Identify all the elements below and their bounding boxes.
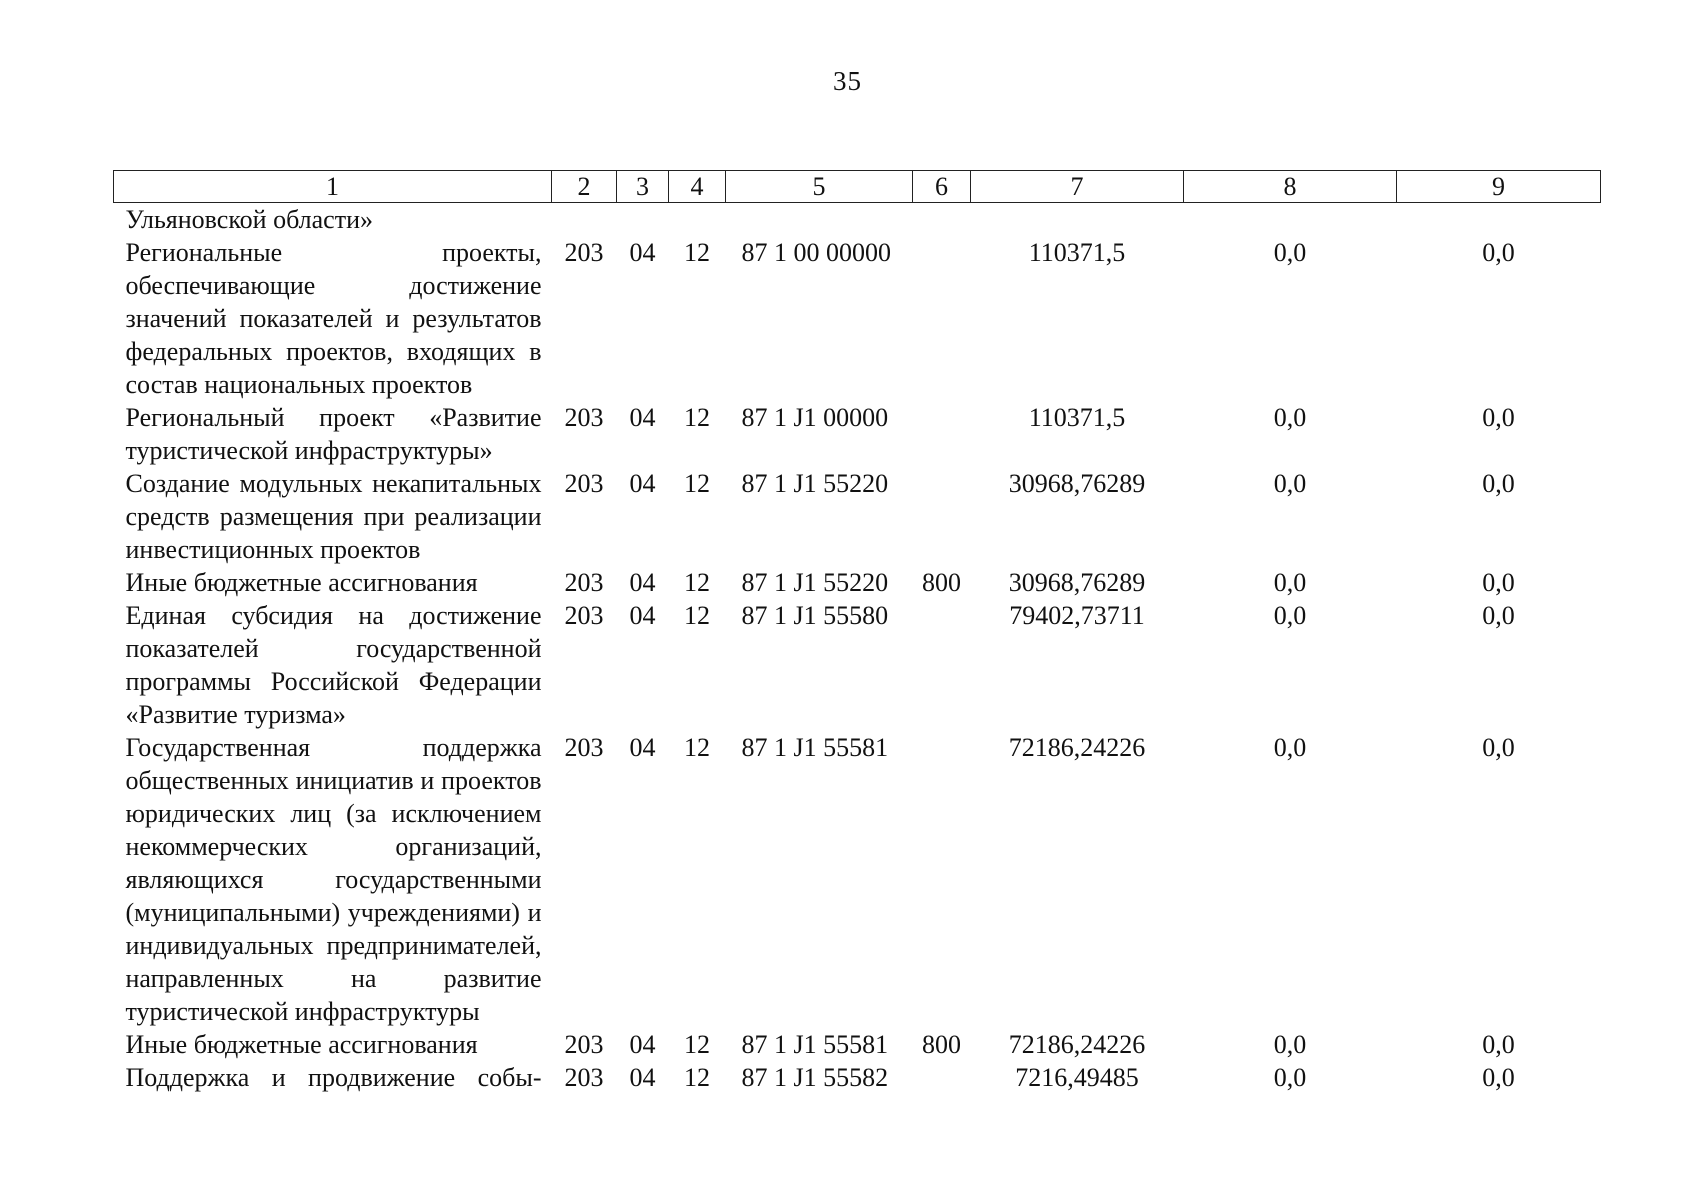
item-name: Государственная поддержка общественных инициатив и проектов юридических лиц (за исключением некоммерческих организаций, являющихся государственными (муниципальными) учреждениями) и индивидуальных предпринимателей, направленных на развитие туристической инфраструктуры: [125, 733, 542, 1026]
code-subsection: 12: [684, 1063, 710, 1092]
code-target: 87 1 J1 00000: [741, 403, 889, 432]
item-name: Региональный проект «Развитие туристической инфраструктуры»: [125, 403, 542, 465]
code-target: 87 1 00 00000: [741, 238, 891, 267]
code-subsection: 12: [684, 403, 710, 432]
code-target: 87 1 J1 55580: [741, 601, 889, 630]
item-name: Иные бюджетные ассигнования: [125, 568, 478, 597]
code-expense-type: [913, 599, 971, 731]
item-name: Региональные проекты, обеспечивающие достижение значений показателей и результатов федеральных проектов, входящих в состав национальных проектов: [125, 238, 542, 399]
amount-year-3: [1397, 203, 1601, 237]
code-ministry: 203: [564, 601, 604, 630]
code-subsection: [669, 203, 726, 237]
amount-year-3: 0,0: [1482, 1063, 1515, 1092]
amount-year-1: 110371,5: [1028, 403, 1126, 432]
header-col-5: 5: [726, 171, 913, 203]
code-target: 87 1 J1 55582: [741, 1063, 889, 1092]
item-name: Поддержка и продвижение собы-: [125, 1063, 542, 1092]
code-target: 87 1 J1 55581: [741, 733, 889, 762]
amount-year-3: 0,0: [1482, 238, 1515, 267]
code-section: 04: [629, 469, 656, 498]
code-subsection: 12: [684, 601, 710, 630]
amount-year-2: 0,0: [1273, 601, 1307, 630]
code-section: 04: [629, 601, 656, 630]
code-expense-type: [913, 401, 971, 467]
header-col-8: 8: [1184, 171, 1397, 203]
code-ministry: [552, 203, 617, 237]
table-row: [114, 731, 1601, 1028]
code-ministry: 203: [564, 238, 604, 267]
item-name: Иные бюджетные ассигнования: [125, 1030, 478, 1059]
table-row: [114, 1028, 1601, 1061]
header-col-6: 6: [913, 171, 971, 203]
header-col-7: 7: [971, 171, 1184, 203]
budget-table: [113, 170, 1601, 1094]
code-section: 04: [629, 1030, 656, 1059]
code-section: 04: [629, 1063, 656, 1092]
amount-year-3: 0,0: [1482, 403, 1515, 432]
header-col-1: 1: [114, 171, 552, 203]
code-subsection: 12: [684, 238, 710, 267]
item-name: Единая субсидия на достижение показателей государственной программы Российской Федерации «Развитие туризма»: [125, 601, 542, 729]
amount-year-1: [971, 203, 1184, 237]
header-col-9: 9: [1397, 171, 1601, 203]
header-col-2: 2: [552, 171, 617, 203]
table-row: [114, 467, 1601, 566]
code-ministry: 203: [564, 733, 604, 762]
code-ministry: 203: [564, 403, 604, 432]
amount-year-2: 0,0: [1273, 403, 1307, 432]
amount-year-3: 0,0: [1482, 568, 1515, 597]
amount-year-1: 110371,5: [1028, 238, 1126, 267]
header-col-4: 4: [669, 171, 726, 203]
code-expense-type: [913, 467, 971, 566]
code-target: 87 1 J1 55220: [741, 469, 889, 498]
amount-year-2: 0,0: [1273, 1063, 1307, 1092]
table-header: [114, 171, 1601, 203]
table-row: [114, 236, 1601, 401]
code-expense-type: 800: [922, 568, 961, 597]
code-subsection: 12: [684, 1030, 710, 1059]
amount-year-2: 0,0: [1273, 1030, 1307, 1059]
code-subsection: 12: [684, 469, 710, 498]
amount-year-1: 7216,49485: [1015, 1063, 1139, 1092]
amount-year-2: 0,0: [1273, 238, 1307, 267]
code-section: 04: [629, 403, 656, 432]
table-row: [114, 401, 1601, 467]
code-expense-type: [913, 203, 971, 237]
item-name: Создание модульных некапитальных средств размещения при реализации инвестиционных проектов: [125, 469, 542, 564]
code-ministry: 203: [564, 1063, 604, 1092]
amount-year-2: 0,0: [1273, 469, 1307, 498]
table-row: [114, 203, 1601, 237]
amount-year-1: 72186,24226: [1008, 1030, 1146, 1059]
table-row: [114, 566, 1601, 599]
amount-year-1: 30968,76289: [1008, 469, 1146, 498]
code-expense-type: [913, 1061, 971, 1094]
code-target: 87 1 J1 55581: [741, 1030, 889, 1059]
code-subsection: 12: [684, 733, 710, 762]
amount-year-1: 72186,24226: [1008, 733, 1146, 762]
amount-year-1: 30968,76289: [1008, 568, 1146, 597]
amount-year-2: [1184, 203, 1397, 237]
header-row: [114, 171, 1601, 203]
code-section: [617, 203, 669, 237]
code-section: 04: [629, 238, 656, 267]
code-ministry: 203: [564, 469, 604, 498]
code-expense-type: [913, 236, 971, 401]
code-target: [726, 203, 913, 237]
amount-year-3: 0,0: [1482, 1030, 1515, 1059]
table-row: [114, 1061, 1601, 1094]
amount-year-2: 0,0: [1273, 568, 1307, 597]
header-col-3: 3: [617, 171, 669, 203]
code-section: 04: [629, 733, 656, 762]
amount-year-2: 0,0: [1273, 733, 1307, 762]
amount-year-3: 0,0: [1482, 601, 1515, 630]
code-expense-type: [913, 731, 971, 1028]
amount-year-1: 79402,73711: [1009, 601, 1145, 630]
amount-year-3: 0,0: [1482, 469, 1515, 498]
page-number: 35: [833, 66, 862, 96]
code-target: 87 1 J1 55220: [741, 568, 889, 597]
code-ministry: 203: [564, 1030, 604, 1059]
item-name: Ульяновской области»: [125, 205, 373, 234]
table-body: [114, 203, 1601, 1095]
code-section: 04: [629, 568, 656, 597]
code-expense-type: 800: [922, 1030, 961, 1059]
code-subsection: 12: [684, 568, 710, 597]
table-row: [114, 599, 1601, 731]
amount-year-3: 0,0: [1482, 733, 1515, 762]
code-ministry: 203: [564, 568, 604, 597]
